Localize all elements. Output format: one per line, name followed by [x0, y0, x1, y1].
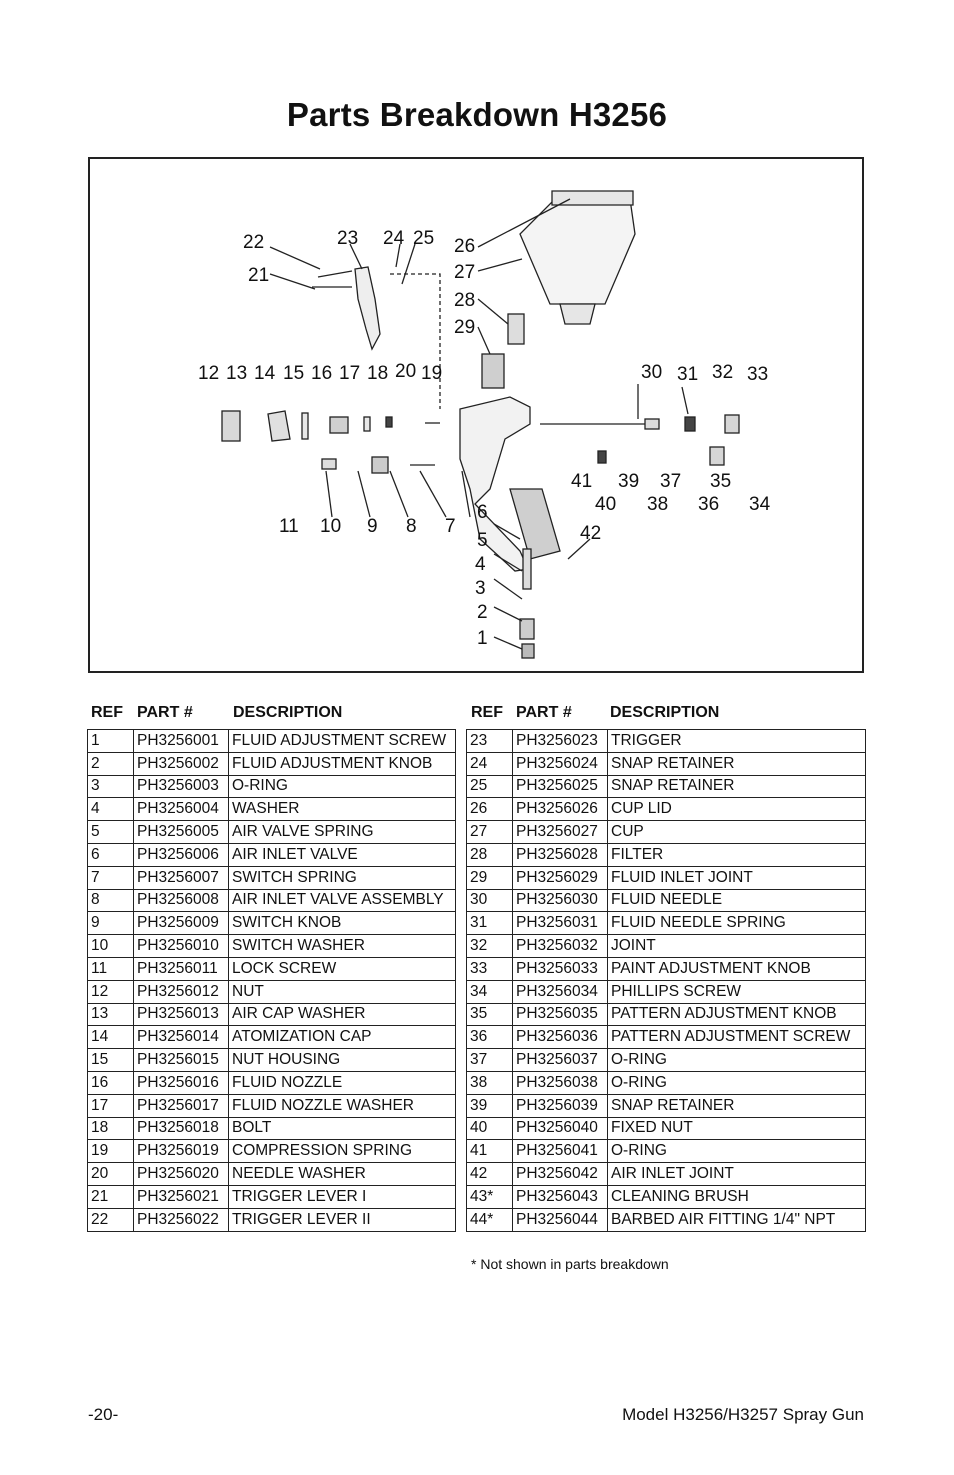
ref-column-header: REF	[471, 704, 503, 721]
part-number-cell: PH3256003	[134, 775, 229, 798]
callout-label: 15	[283, 363, 305, 384]
table-row	[88, 843, 456, 866]
part-number-cell: PH3256033	[513, 957, 608, 980]
description-cell: JOINT	[608, 935, 866, 958]
ref-cell: 21	[88, 1185, 134, 1208]
part-number-cell: PH3256043	[513, 1185, 608, 1208]
ref-cell: 29	[467, 866, 513, 889]
description-cell: LOCK SCREW	[229, 957, 456, 980]
ref-cell: 1	[88, 730, 134, 753]
callout-label: 3	[475, 578, 486, 599]
description-cell: FIXED NUT	[608, 1117, 866, 1140]
ref-cell: 31	[467, 912, 513, 935]
part-number-cell: PH3256031	[513, 912, 608, 935]
ref-cell: 36	[467, 1026, 513, 1049]
description-cell: PAINT ADJUSTMENT KNOB	[608, 957, 866, 980]
ref-cell: 13	[88, 1003, 134, 1026]
table-row	[467, 957, 866, 980]
callout-label: 19	[421, 363, 443, 384]
callout-label: 5	[477, 530, 488, 551]
ref-cell: 4	[88, 798, 134, 821]
ref-cell: 18	[88, 1117, 134, 1140]
part-number-cell: PH3256035	[513, 1003, 608, 1026]
description-cell: SNAP RETAINER	[608, 775, 866, 798]
part-number-cell: PH3256039	[513, 1094, 608, 1117]
part-number-cell: PH3256006	[134, 843, 229, 866]
part-number-cell: PH3256005	[134, 821, 229, 844]
callout-label: 2	[477, 602, 488, 623]
ref-cell: 40	[467, 1117, 513, 1140]
part-number-cell: PH3256034	[513, 980, 608, 1003]
callout-label: 7	[445, 516, 456, 537]
callout-label: 35	[710, 471, 732, 492]
description-cell: FILTER	[608, 843, 866, 866]
part-number-cell: PH3256022	[134, 1208, 229, 1231]
callout-label: 29	[454, 317, 476, 338]
ref-cell: 19	[88, 1140, 134, 1163]
ref-cell: 3	[88, 775, 134, 798]
ref-cell: 44*	[467, 1208, 513, 1231]
callout-label: 27	[454, 262, 476, 283]
part-number-cell: PH3256008	[134, 889, 229, 912]
part-number-cell: PH3256015	[134, 1049, 229, 1072]
ref-cell: 14	[88, 1026, 134, 1049]
callout-label: 24	[383, 228, 405, 249]
callout-label: 25	[413, 228, 435, 249]
table-row	[467, 1117, 866, 1140]
description-cell: WASHER	[229, 798, 456, 821]
part-number-cell: PH3256044	[513, 1208, 608, 1231]
description-cell: AIR INLET VALVE	[229, 843, 456, 866]
callout-label: 4	[475, 554, 486, 575]
callout-label: 26	[454, 236, 476, 257]
table-row	[467, 1049, 866, 1072]
ref-cell: 17	[88, 1094, 134, 1117]
description-cell: TRIGGER LEVER II	[229, 1208, 456, 1231]
part-number-cell: PH3256016	[134, 1071, 229, 1094]
part-number-cell: PH3256018	[134, 1117, 229, 1140]
callout-label: 17	[339, 363, 361, 384]
part-number-cell: PH3256028	[513, 843, 608, 866]
part-number-cell: PH3256037	[513, 1049, 608, 1072]
description-column-header: DESCRIPTION	[610, 704, 720, 721]
table-row	[88, 1094, 456, 1117]
table-row	[88, 1071, 456, 1094]
table-row	[88, 1163, 456, 1186]
callout-label: 12	[198, 363, 220, 384]
description-cell: FLUID ADJUSTMENT KNOB	[229, 752, 456, 775]
ref-column-header: REF	[91, 704, 123, 721]
description-cell: PATTERN ADJUSTMENT SCREW	[608, 1026, 866, 1049]
ref-cell: 6	[88, 843, 134, 866]
description-cell: NEEDLE WASHER	[229, 1163, 456, 1186]
ref-cell: 11	[88, 957, 134, 980]
description-cell: FLUID ADJUSTMENT SCREW	[229, 730, 456, 753]
table-row	[467, 843, 866, 866]
table-row	[467, 1208, 866, 1231]
part-number-cell: PH3256042	[513, 1163, 608, 1186]
part-number-cell: PH3256020	[134, 1163, 229, 1186]
ref-cell: 32	[467, 935, 513, 958]
part-number-cell: PH3256025	[513, 775, 608, 798]
part-number-cell: PH3256002	[134, 752, 229, 775]
table-row	[88, 752, 456, 775]
callout-label: 23	[337, 228, 359, 249]
table-row	[88, 730, 456, 753]
description-cell: FLUID INLET JOINT	[608, 866, 866, 889]
part-number-cell: PH3256032	[513, 935, 608, 958]
description-cell: O-RING	[608, 1071, 866, 1094]
callout-label: 21	[248, 265, 270, 286]
callout-label: 22	[243, 232, 265, 253]
description-cell: O-RING	[608, 1140, 866, 1163]
callout-label: 41	[571, 471, 593, 492]
description-cell: CUP LID	[608, 798, 866, 821]
ref-cell: 35	[467, 1003, 513, 1026]
part-column-header: PART #	[137, 704, 193, 721]
ref-cell: 41	[467, 1140, 513, 1163]
ref-cell: 33	[467, 957, 513, 980]
description-cell: NUT	[229, 980, 456, 1003]
description-cell: CUP	[608, 821, 866, 844]
table-row	[88, 821, 456, 844]
callout-label: 32	[712, 362, 734, 383]
callout-label: 6	[477, 502, 488, 523]
part-number-cell: PH3256019	[134, 1140, 229, 1163]
table-row	[88, 798, 456, 821]
ref-cell: 15	[88, 1049, 134, 1072]
part-number-cell: PH3256024	[513, 752, 608, 775]
description-cell: PATTERN ADJUSTMENT KNOB	[608, 1003, 866, 1026]
table-row	[88, 1049, 456, 1072]
ref-cell: 12	[88, 980, 134, 1003]
description-cell: CLEANING BRUSH	[608, 1185, 866, 1208]
table-row	[467, 730, 866, 753]
part-number-cell: PH3256013	[134, 1003, 229, 1026]
part-number-cell: PH3256012	[134, 980, 229, 1003]
callout-label: 40	[595, 494, 617, 515]
ref-cell: 20	[88, 1163, 134, 1186]
callout-label: 16	[311, 363, 333, 384]
footnote: * Not shown in parts breakdown	[471, 1256, 669, 1272]
description-cell: FLUID NOZZLE WASHER	[229, 1094, 456, 1117]
model-name: Model H3256/H3257 Spray Gun	[622, 1405, 864, 1424]
description-cell: O-RING	[229, 775, 456, 798]
description-cell: SNAP RETAINER	[608, 1094, 866, 1117]
ref-cell: 22	[88, 1208, 134, 1231]
ref-cell: 39	[467, 1094, 513, 1117]
description-cell: AIR VALVE SPRING	[229, 821, 456, 844]
description-cell: SWITCH WASHER	[229, 935, 456, 958]
callout-label: 20	[395, 361, 417, 382]
ref-cell: 25	[467, 775, 513, 798]
table-row	[88, 1208, 456, 1231]
left-parts-table	[87, 729, 456, 1232]
description-cell: FLUID NOZZLE	[229, 1071, 456, 1094]
ref-cell: 28	[467, 843, 513, 866]
ref-cell: 24	[467, 752, 513, 775]
callout-label: 37	[660, 471, 682, 492]
part-number-cell: PH3256041	[513, 1140, 608, 1163]
parts-diagram	[88, 157, 864, 673]
callout-label: 38	[647, 494, 669, 515]
table-row	[467, 912, 866, 935]
description-cell: NUT HOUSING	[229, 1049, 456, 1072]
callout-label: 10	[320, 516, 342, 537]
table-row	[467, 1003, 866, 1026]
ref-cell: 7	[88, 866, 134, 889]
ref-cell: 30	[467, 889, 513, 912]
table-row	[467, 821, 866, 844]
ref-cell: 26	[467, 798, 513, 821]
callout-label: 14	[254, 363, 276, 384]
part-number-cell: PH3256038	[513, 1071, 608, 1094]
callout-label: 11	[279, 516, 299, 537]
part-number-cell: PH3256014	[134, 1026, 229, 1049]
part-number-cell: PH3256004	[134, 798, 229, 821]
callout-label: 39	[618, 471, 640, 492]
part-number-cell: PH3256027	[513, 821, 608, 844]
description-cell: BARBED AIR FITTING 1/4" NPT	[608, 1208, 866, 1231]
callout-label: 33	[747, 364, 769, 385]
part-number-cell: PH3256011	[134, 957, 229, 980]
page-title: Parts Breakdown H3256	[286, 96, 668, 133]
table-row	[467, 1185, 866, 1208]
table-row	[88, 1003, 456, 1026]
description-cell: FLUID NEEDLE SPRING	[608, 912, 866, 935]
description-cell: COMPRESSION SPRING	[229, 1140, 456, 1163]
ref-cell: 38	[467, 1071, 513, 1094]
table-row	[467, 935, 866, 958]
right-parts-table	[466, 729, 866, 1232]
table-row	[467, 1163, 866, 1186]
callout-label: 42	[580, 523, 602, 544]
callout-label: 13	[226, 363, 248, 384]
table-row	[88, 935, 456, 958]
table-row	[467, 1071, 866, 1094]
table-row	[467, 752, 866, 775]
table-row	[88, 957, 456, 980]
description-cell: AIR CAP WASHER	[229, 1003, 456, 1026]
callout-label: 31	[677, 364, 699, 385]
table-row	[88, 775, 456, 798]
table-row	[88, 980, 456, 1003]
ref-cell: 23	[467, 730, 513, 753]
table-row	[88, 866, 456, 889]
callout-label: 8	[406, 516, 417, 537]
table-row	[88, 1117, 456, 1140]
table-row	[467, 1140, 866, 1163]
callout-label: 1	[477, 628, 488, 649]
description-cell: BOLT	[229, 1117, 456, 1140]
table-row	[467, 775, 866, 798]
callout-label: 18	[367, 363, 389, 384]
description-cell: SNAP RETAINER	[608, 752, 866, 775]
description-cell: ATOMIZATION CAP	[229, 1026, 456, 1049]
description-column-header: DESCRIPTION	[233, 704, 343, 721]
table-row	[88, 912, 456, 935]
table-row	[467, 798, 866, 821]
description-cell: AIR INLET JOINT	[608, 1163, 866, 1186]
part-number-cell: PH3256021	[134, 1185, 229, 1208]
callout-label: 28	[454, 290, 476, 311]
table-row	[467, 1094, 866, 1117]
ref-cell: 10	[88, 935, 134, 958]
part-number-cell: PH3256040	[513, 1117, 608, 1140]
description-cell: AIR INLET VALVE ASSEMBLY	[229, 889, 456, 912]
callout-label: 36	[698, 494, 720, 515]
table-row	[88, 1185, 456, 1208]
part-number-cell: PH3256026	[513, 798, 608, 821]
table-row	[88, 1026, 456, 1049]
part-number-cell: PH3256010	[134, 935, 229, 958]
description-cell: SWITCH KNOB	[229, 912, 456, 935]
part-number-cell: PH3256009	[134, 912, 229, 935]
description-cell: PHILLIPS SCREW	[608, 980, 866, 1003]
description-cell: FLUID NEEDLE	[608, 889, 866, 912]
description-cell: O-RING	[608, 1049, 866, 1072]
part-number-cell: PH3256029	[513, 866, 608, 889]
ref-cell: 37	[467, 1049, 513, 1072]
callout-label: 34	[749, 494, 771, 515]
part-number-cell: PH3256001	[134, 730, 229, 753]
ref-cell: 9	[88, 912, 134, 935]
ref-cell: 8	[88, 889, 134, 912]
part-number-cell: PH3256017	[134, 1094, 229, 1117]
callout-label: 30	[641, 362, 663, 383]
table-row	[88, 1140, 456, 1163]
part-number-cell: PH3256036	[513, 1026, 608, 1049]
description-cell: TRIGGER LEVER I	[229, 1185, 456, 1208]
table-row	[467, 889, 866, 912]
ref-cell: 16	[88, 1071, 134, 1094]
part-number-cell: PH3256030	[513, 889, 608, 912]
ref-cell: 34	[467, 980, 513, 1003]
ref-cell: 43*	[467, 1185, 513, 1208]
part-number-cell: PH3256007	[134, 866, 229, 889]
page-number: -20-	[88, 1405, 119, 1424]
ref-cell: 42	[467, 1163, 513, 1186]
part-column-header: PART #	[516, 704, 572, 721]
ref-cell: 5	[88, 821, 134, 844]
callout-label: 9	[367, 516, 378, 537]
ref-cell: 2	[88, 752, 134, 775]
description-cell: TRIGGER	[608, 730, 866, 753]
table-row	[88, 889, 456, 912]
table-row	[467, 980, 866, 1003]
table-row	[467, 866, 866, 889]
table-row	[467, 1026, 866, 1049]
part-number-cell: PH3256023	[513, 730, 608, 753]
ref-cell: 27	[467, 821, 513, 844]
description-cell: SWITCH SPRING	[229, 866, 456, 889]
